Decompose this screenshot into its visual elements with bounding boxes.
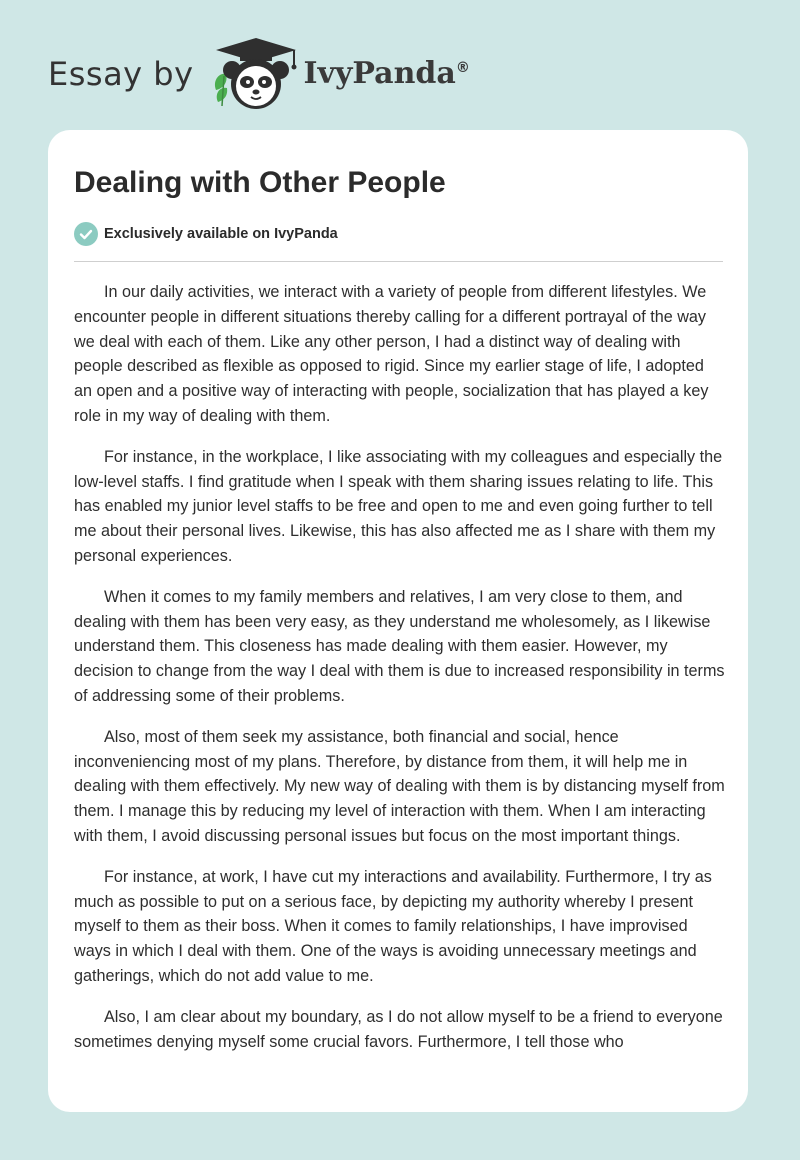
- panda-logo-icon: [210, 36, 302, 112]
- brand-prefix: Essay by: [48, 55, 194, 93]
- essay-paragraph: Also, most of them seek my assistance, both financial and social, hence inconveniencing most of my plans. Therefore, by distance from them, it will help me in dealing with them effectively. My new way of dealing with them is by distancing myself from them. I manage this by reducing my level of interaction with them. When I am interacting with them, I avoid discussing personal issues but focus on the most important things.: [74, 727, 725, 845]
- check-circle-icon: [74, 222, 98, 246]
- essay-body: [74, 280, 726, 1070]
- essay-card: [48, 130, 748, 1112]
- essay-paragraph: In our daily activities, we interact with a variety of people from different lifestyles. We encounter people in different situations thereby calling for a different portrayal of the way we deal with each of them. Like any other person, I had a distinct way of dealing with people described as flexible as opposed to rigid. Since my earlier stage of life, I adopted an open and a positive way of interacting with people, socialization that has played a key role in my way of dealing with them.: [74, 283, 709, 425]
- essay-paragraph: For instance, in the workplace, I like associating with my colleagues and especially the low-level staffs. I find gratitude when I speak with them sharing issues relating to life. This has enabled my junior level staffs to be free and open to me and even going further to tell me about their personal lives. Likewise, this has also affected me as I share with them my personal experiences.: [74, 447, 723, 565]
- title-divider: [74, 261, 723, 262]
- essay-paragraph: For instance, at work, I have cut my interactions and availability. Furthermore, I try as much as possible to put on a serious face, by depicting my authority whereby I present myself to them as their boss. When it comes to family relationships, I have improvised ways in which I deal with them. One of the ways is avoiding unnecessary meetings and gatherings, which do not add value to me.: [74, 867, 712, 985]
- essay-paragraph: When it comes to my family members and relatives, I am very close to them, and dealing with them has been very easy, as they understand me wholesomely, as I likewise understand them. This closeness has made dealing with them easier. However, my decision to change from the way I deal with them is due to increased responsibility in terms of addressing some of their problems.: [74, 587, 725, 705]
- exclusive-badge-text: Exclusively available on IvyPanda: [104, 226, 338, 242]
- brand-name: IvyPanda®: [303, 56, 470, 91]
- essay-title: Dealing with Other People: [74, 166, 446, 199]
- essay-paragraph: Also, I am clear about my boundary, as I do not allow myself to be a friend to everyone sometimes denying myself some crucial favors. Furthermore, I tell those who: [74, 1007, 723, 1051]
- registered-mark: ®: [455, 60, 470, 76]
- brand-header[interactable]: [48, 36, 470, 112]
- exclusive-badge: [74, 222, 338, 246]
